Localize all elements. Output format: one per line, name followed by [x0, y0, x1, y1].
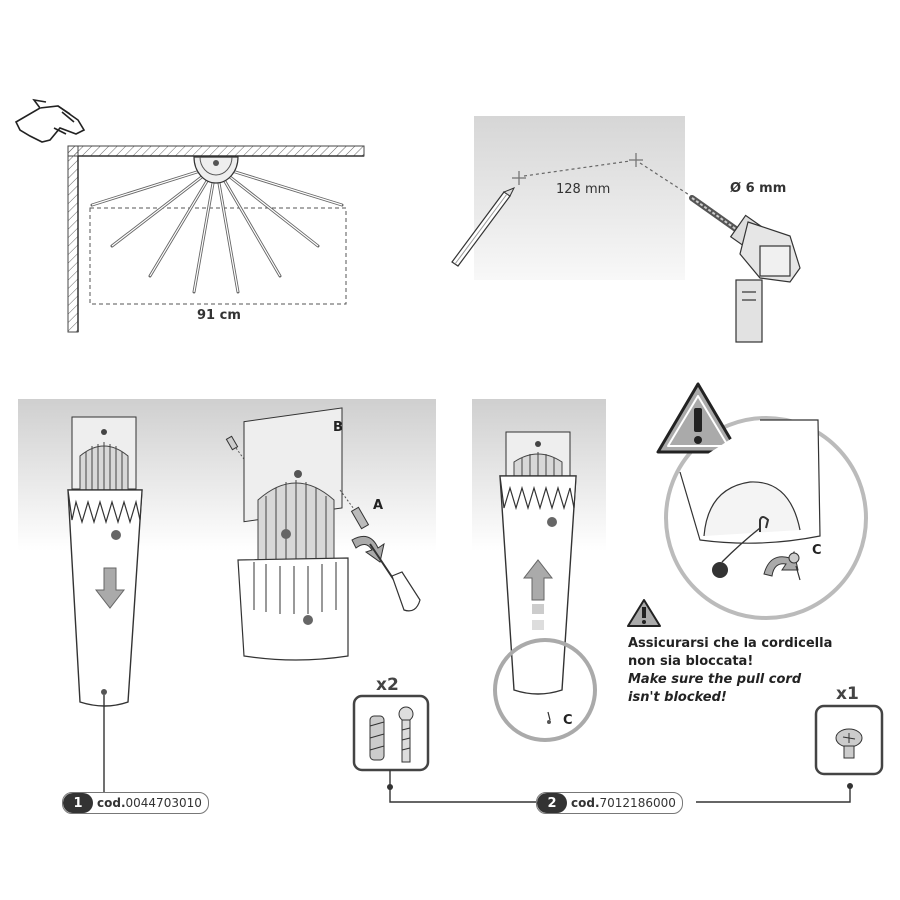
warning-en-line2: isn't blocked!	[628, 690, 727, 705]
screw-quantity: x1	[836, 684, 859, 704]
part-tag-1	[62, 792, 209, 814]
width-dimension-label: 91 cm	[197, 308, 241, 323]
top-view-room-diagram	[16, 100, 364, 332]
pull-cord-detail	[628, 384, 866, 626]
warning-text	[628, 635, 832, 707]
screw-box	[816, 706, 882, 774]
step-cover-lift-diagram	[472, 399, 606, 740]
part-number: 1	[63, 793, 93, 813]
drilling-diagram	[452, 116, 800, 342]
rod-fan	[92, 166, 342, 292]
kit-quantity: x2	[376, 675, 399, 695]
drill-diameter-label: Ø 6 mm	[730, 181, 787, 196]
part-number: 2	[537, 793, 567, 813]
part-code-prefix: cod.	[571, 796, 600, 810]
small-warning-triangle-icon	[628, 600, 660, 626]
callout-c-bottom: C	[563, 713, 573, 728]
warning-en-line1: Make sure the pull cord	[628, 672, 802, 687]
screwdriver-icon	[370, 544, 420, 611]
hole-spacing-label: 128 mm	[556, 182, 611, 197]
part-code-prefix: cod.	[97, 796, 126, 810]
callout-c-detail: C	[812, 543, 822, 558]
drill-icon	[692, 198, 800, 342]
callout-a: A	[373, 498, 384, 513]
pointing-hand-icon	[16, 100, 84, 142]
warning-triangle-icon	[658, 384, 738, 452]
part-code: 7012186000	[599, 796, 676, 810]
warning-it-line1: Assicurarsi che la cordicella	[628, 636, 833, 651]
warning-it-line2: non sia bloccata!	[628, 654, 754, 669]
hardware-kit-box	[354, 696, 428, 770]
callout-b: B	[333, 420, 343, 435]
part-code: 0044703010	[125, 796, 202, 810]
part-tag-2	[536, 792, 683, 814]
